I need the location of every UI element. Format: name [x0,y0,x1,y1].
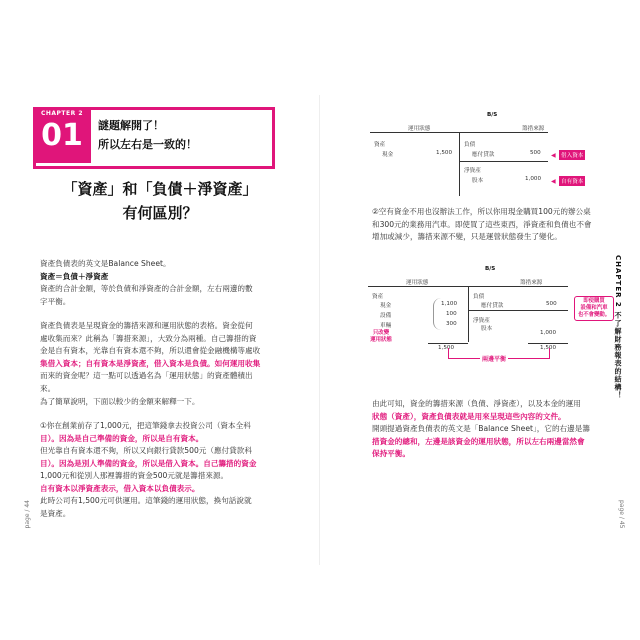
bs1-cash-value: 1,500 [436,150,453,156]
example-line: 但光靠自有資本還不夠，所以又向銀行貸款500元（應付貸款科 [40,446,252,455]
bs2-left-total-rule [428,343,468,344]
body-line: 金是自有資本，光靠自有資本還不夠，所以還會從金融機構等處收 [40,346,261,355]
intro-line: 字平衡。 [40,296,71,306]
bs1-left-head: 運用狀態 [408,126,431,132]
step2-line: 增加或減少，籌措來源不變，只是運營狀態發生了變化。 [372,232,562,241]
bs2-right-total-rule [528,343,568,344]
conclusion-line: 由此可知，資金的籌措來源（負債、淨資產），以及本金的運用 [372,399,581,408]
chapter-arrow-icon [84,124,89,132]
tag-borrowed-capital: 借入資本 [559,150,585,160]
bs1-center-rule [459,132,460,196]
bs2-loan-value: 500 [546,301,557,307]
bs1-mid-rule [459,161,548,162]
bs2-title: B/S [485,266,496,272]
bs2-row-value: 100 [446,311,457,317]
note-left [366,330,396,344]
bs2-loan-label: 應付貸款 [481,303,504,309]
page-folio-left: page / 44 [24,500,31,529]
note-right-line: 設備和汽車 [580,305,608,311]
intro-paragraph [40,258,290,308]
conclusion-line: 措資金的總和，左邊是該資金的運用狀態，所以左右兩邊當然會 [372,436,585,446]
bs2-equity-label: 淨資產 [473,318,490,324]
intro-line: 資產＝負債＋淨資產 [40,271,109,281]
bs1-loan-value: 500 [530,150,541,156]
chapter-title-line1: 謎題解開了！ [98,119,164,132]
intro-line: 資產負債表的英文是Balance Sheet。 [40,259,171,268]
note-left-line: 運用狀態 [370,337,392,343]
body-paragraph-2 [40,320,290,395]
bs2-row-label: 現金 [380,303,392,309]
step2-paragraph [372,206,622,244]
bs1-cash-label: 現金 [382,152,394,158]
step2-line: ②空有資金不用也沒辦法工作，所以你用現金購買100元的辦公桌 [372,207,591,216]
right-page [320,0,640,640]
side-tab-text: CHAPTER 2 不了解財務報表的結構！ [614,255,622,400]
chapter-label: CHAPTER 2 [40,110,84,117]
bs2-row-label: 設備 [380,313,392,319]
example-paragraph [40,420,290,520]
body-line: 來。 [40,383,56,393]
bs2-liab-label: 負債 [473,294,485,300]
bs2-row-value: 300 [446,321,457,327]
note-right-line: 即使購買 [583,298,605,304]
arrow-left-icon: ◀ [551,152,556,159]
intro-line: 資產的合計金額，等於負債和淨資產的合計金額，左右兩邊的數 [40,284,253,293]
conclusion-line: 開頭提過資產負債表的英文是「Balance Sheet」，它的右邊是籌 [372,424,590,433]
headline-line2: 有何區別？ [122,204,198,222]
conclusion-paragraph [372,398,627,461]
bs1-capital-label: 股本 [472,178,484,184]
conclusion-line: 狀態（資產），資產負債表就是用來呈現這些內容的文件。 [372,411,566,421]
bs2-row-value: 1,100 [441,301,458,307]
note-right [574,296,614,321]
example-line: 是資產。 [40,508,71,518]
note-right-line: 也不會變動。 [577,312,611,318]
example-line: 目）。因為是別人準備的資金，所以是借入資本。自己籌措的資金 [40,458,257,468]
bs1-title: B/S [487,112,498,118]
chapter-title-line2: 所以左右是一致的！ [98,138,197,151]
body-line: 處收集而來？此稱為「籌措來源」，大致分為兩種。自己籌措的資 [40,333,257,343]
tag-own-capital: 自有資本 [559,176,585,186]
bs2-right-head: 籌措來源 [520,280,543,286]
chapter-number: 01 [41,118,83,153]
bs1-equity-label: 淨資產 [464,168,481,174]
note-left-line: 只改變 [372,330,390,336]
bs-table-2 [368,266,618,376]
example-line: 1,000元和從別人那裡籌措的資金500元就是籌措來源。 [40,471,229,480]
step2-line: 和300元的業務用汽車。即使買了這些東西，淨資產和負債也不會 [372,219,592,229]
page-folio-right: page / 45 [618,500,625,529]
bs1-right-head: 籌措來源 [522,126,545,132]
example-line: 此時公司有1,500元可供運用。這筆錢的運用狀態，換句話說就 [40,496,252,505]
body-paragraph-3: 為了簡單說明，下面以較少的金額來解釋一下。 [40,397,200,406]
bs1-capital-value: 1,000 [525,176,542,182]
example-line: ①你在創業前存了1,000元，把這筆錢拿去投資公司（資本全科 [40,421,251,430]
bs-table-1 [370,112,610,198]
bs2-mid-rule [468,310,568,311]
conclusion-line: 保持平衡。 [372,449,410,458]
bs2-left-head: 運用狀態 [406,280,429,286]
bs2-capital-label: 股本 [481,326,493,332]
bs1-liab-label: 負債 [464,142,476,148]
bs2-total-left: 1,500 [438,345,455,351]
example-line: 自有資本以淨資產表示，借入資本以負債表示。 [40,483,200,493]
body-line: 集借入資本；自有資本是淨資產，借入資本是負債。如何運用收集 [40,358,261,368]
bs1-assets-label: 資產 [374,142,386,148]
bs1-loan-label: 應付貸款 [472,152,495,158]
body-line: 而來的資金呢？這一點可以透過名為「運用狀態」的資產體積出 [40,371,253,380]
example-line: 目）。因為是自己準備的資金，所以是自有資本。 [40,433,204,443]
bs2-total-right: 1,500 [540,345,557,351]
arrow-left-icon: ◀ [551,178,556,185]
bs2-assets-label: 資產 [372,294,384,300]
bs2-row-label: 車輛 [380,323,392,329]
bs2-capital-value: 1,000 [540,330,557,336]
body-line: 資產負債表是呈現資金的籌措來源和運用狀態的表格。資金從何 [40,321,253,330]
chapter-side-tab [613,255,625,405]
bs2-asset-bracket [433,298,466,330]
bs2-center-rule [468,286,469,342]
balance-note: 兩邊平衡 [482,356,507,363]
headline-line1: 「資產」和「負債＋淨資產」 [62,180,258,198]
